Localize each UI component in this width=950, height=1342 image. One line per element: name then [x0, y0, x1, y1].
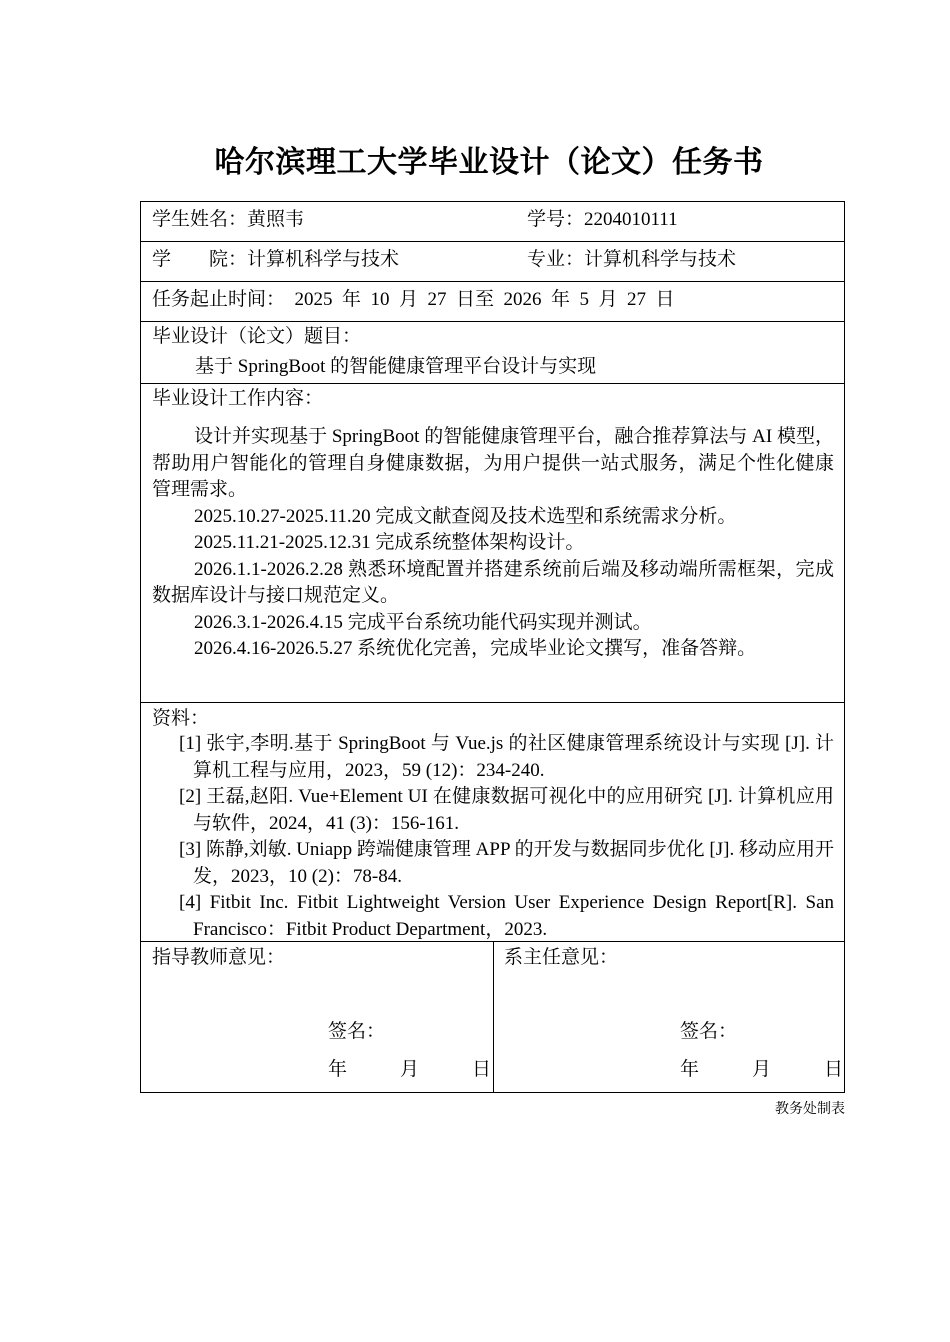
- topic-label: 毕业设计（论文）题目：: [152, 326, 362, 347]
- references-label: 资料：: [152, 708, 210, 729]
- content-paragraph: 2025.11.21-2025.12.31 完成系统整体架构设计。: [194, 532, 585, 553]
- head-date-label: 年 月 日: [680, 1059, 849, 1080]
- content-paragraph: 设计并实现基于 SpringBoot 的智能健康管理平台，融合推荐算法与 AI 模型，帮助用户智能化的管理自身健康数据，为用户提供一站式服务，满足个性化健康管理需求。: [152, 426, 834, 500]
- advisor-signature-label: 签名：: [328, 1021, 386, 1042]
- page-title: 哈尔滨理工大学毕业设计（论文）任务书: [214, 145, 764, 180]
- reference-item: [3] 陈静,刘敏. Uniapp 跨端健康管理 APP 的开发与数据同步优化 [J]. 移动应用开发，2023，10 (2)：78-84.: [179, 839, 834, 887]
- period-row: [140, 281, 845, 321]
- student-id: 学号：2204010111: [527, 209, 678, 230]
- student-info-row: [140, 201, 845, 241]
- content-paragraph: 2026.4.16-2026.5.27 系统优化完善，完成毕业论文撰写，准备答辩。: [194, 638, 757, 659]
- reference-item: [2] 王磊,赵阳. Vue+Element UI 在健康数据可视化中的应用研究 [J]. 计算机应用与软件，2024，41 (3)：156-161.: [179, 786, 834, 834]
- college: 学 院：计算机科学与技术: [152, 249, 400, 270]
- footer-note: 教务处制表: [775, 1102, 845, 1117]
- work-content-label: 毕业设计工作内容：: [152, 388, 324, 409]
- references-list: [141, 731, 834, 943]
- content-paragraph: 2026.1.1-2026.2.28 熟悉环境配置并搭建系统前后端及移动端所需框架，完成数据库设计与接口规范定义。: [152, 558, 834, 606]
- head-opinion-label: 系主任意见：: [504, 947, 619, 968]
- content-paragraph: 2026.3.1-2026.4.15 完成平台系统功能代码实现并测试。: [194, 611, 652, 633]
- content-paragraph: 2025.10.27-2025.11.20 完成文献查阅及技术选型和系统需求分析。: [194, 505, 737, 527]
- reference-item: [4] Fitbit Inc. Fitbit Lightweight Version User Experience Design Report[R]. San Francisco：Fitbit Product Department，2023.: [179, 892, 834, 940]
- advisor-date-label: 年 月 日: [328, 1059, 497, 1080]
- advisor-opinion-label: 指导教师意见：: [152, 947, 286, 968]
- topic-row: [140, 321, 845, 383]
- topic-value: 基于 SpringBoot 的智能健康管理平台设计与实现: [195, 356, 597, 377]
- references-row: [140, 702, 845, 941]
- major: 专业：计算机科学与技术: [527, 249, 737, 270]
- task-period: 任务起止时间： 2025 年 10 月 27 日至 2026 年 5 月 27 日: [152, 289, 675, 310]
- opinions-row: [140, 941, 849, 1093]
- student-name: 学生姓名：黄照韦: [152, 209, 305, 230]
- college-row: [140, 241, 845, 281]
- reference-item: [1] 张宇,李明.基于 SpringBoot 与 Vue.js 的社区健康管理系统设计与实现 [J]. 计算机工程与应用，2023，59 (12)：234-240.: [179, 733, 834, 781]
- work-content-body: [152, 424, 834, 663]
- head-signature-label: 签名：: [680, 1021, 738, 1042]
- work-content-row: [140, 383, 845, 702]
